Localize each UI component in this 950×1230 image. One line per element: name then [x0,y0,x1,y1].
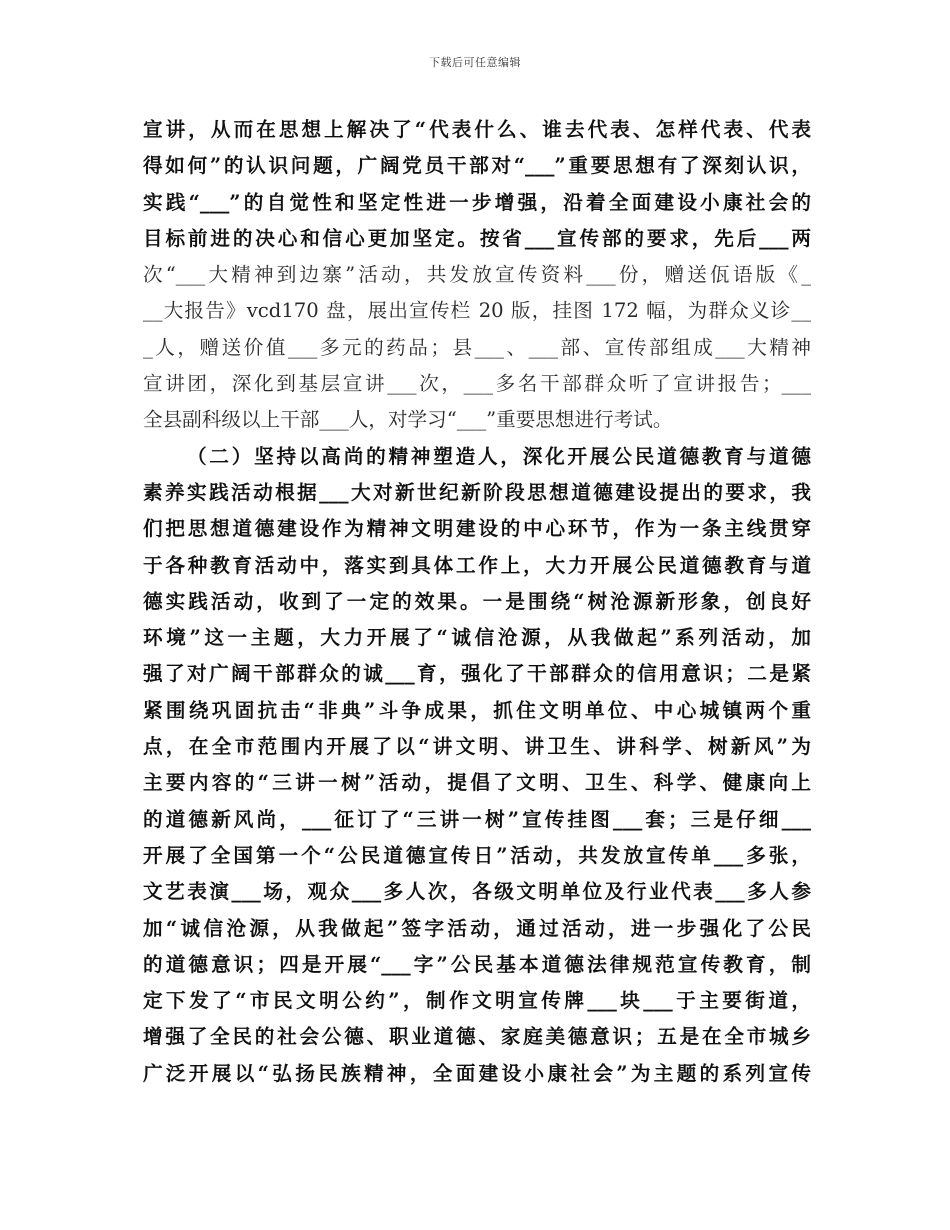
section-heading-line: （二）坚持以高尚的精神塑造人，深化开展公民道德教育与道德 [187,444,811,468]
paragraph-line: 德实践活动，收到了一定的效果。一是围绕“树沧源新形象，创良好 [143,589,811,613]
paragraph-line: 全县副科级以上干部___人，对学习“___”重要思想进行考试。 [143,408,673,432]
paragraph-line: 主要内容的“三讲一树”活动，提倡了文明、卫生、科学、健康向上 [143,771,811,795]
paragraph-line: 的道德新风尚，___征订了“三讲一树”宣传挂图___套；三是仔细___ [143,807,811,831]
paragraph-line: 点，在全市范围内开展了以“讲文明、讲卫生、讲科学、树新风”为 [143,735,811,759]
paragraph-line: 紧围绕巩固抗击“非典”斗争成果，抓住文明单位、中心城镇两个重 [143,698,811,722]
paragraph-line: 文艺表演___场，观众___多人次，各级文明单位及行业代表___多人参 [143,880,811,904]
paragraph-line: 环境”这一主题，大力开展了“诚信沧源，从我做起”系列活动，加 [143,626,811,650]
paragraph-line: 得如何”的认识问题，广阔党员干部对“___”重要思想有了深刻认识， [143,154,811,178]
paragraph-line: 宣讲团，深化到基层宣讲___次，___多名干部群众听了宣讲报告；___ [143,372,811,396]
paragraph-line: 增强了全民的社会公德、职业道德、家庭美德意识；五是在全市城乡 [143,1025,811,1049]
paragraph-line: _人，赠送价值___多元的药品；县___、___部、宣传部组成___大精神 [143,335,811,359]
paragraph-line: 目标前进的决心和信心更加坚定。按省___宣传部的要求，先后___两 [143,226,811,250]
paragraph-line: 宣讲，从而在思想上解决了“代表什么、谁去代表、怎样代表、代表 [143,118,811,141]
paragraph-line: 定下发了“市民文明公约”，制作文明宣传牌___块___于主要街道， [143,989,811,1013]
paragraph-line: 强了对广阔干部群众的诚___育，强化了干部群众的信用意识；二是紧 [143,662,811,686]
paragraph-line: 们把思想道德建设作为精神文明建设的中心环节，作为一条主线贯穿 [143,517,811,541]
paragraph-line: 实践“___”的自觉性和坚定性进一步增强，沿着全面建设小康社会的 [143,190,811,214]
paragraph-line: 加“诚信沧源，从我做起”签字活动，通过活动，进一步强化了公民 [143,916,811,940]
paragraph-line: 的道德意识；四是开展“___字”公民基本道德法律规范宣传教育，制 [143,952,811,976]
paragraph-line: 开展了全国第一个“公民道德宣传日”活动，共发放宣传单___多张， [143,843,811,867]
paragraph-line: 次“___大精神到边寨”活动，共发放宣传资料___份，赠送佤语版《_ [143,263,811,287]
paragraph-line: 于各种教育活动中，落实到具体工作上，大力开展公民道德教育与道 [143,553,811,577]
paragraph-line: __大报告》vcd170 盘，展出宣传栏 20 版，挂图 172 幅，为群众义诊__ [143,299,811,323]
document-body [143,112,811,1092]
paragraph-line: 素养实践活动根据___大对新世纪新阶段思想道德建设提出的要求，我 [143,480,811,504]
page-header-note: 下载后可任意编辑 [429,56,521,69]
paragraph-line: 广泛开展以“弘扬民族精神，全面建设小康社会”为主题的系列宣传 [143,1061,811,1085]
